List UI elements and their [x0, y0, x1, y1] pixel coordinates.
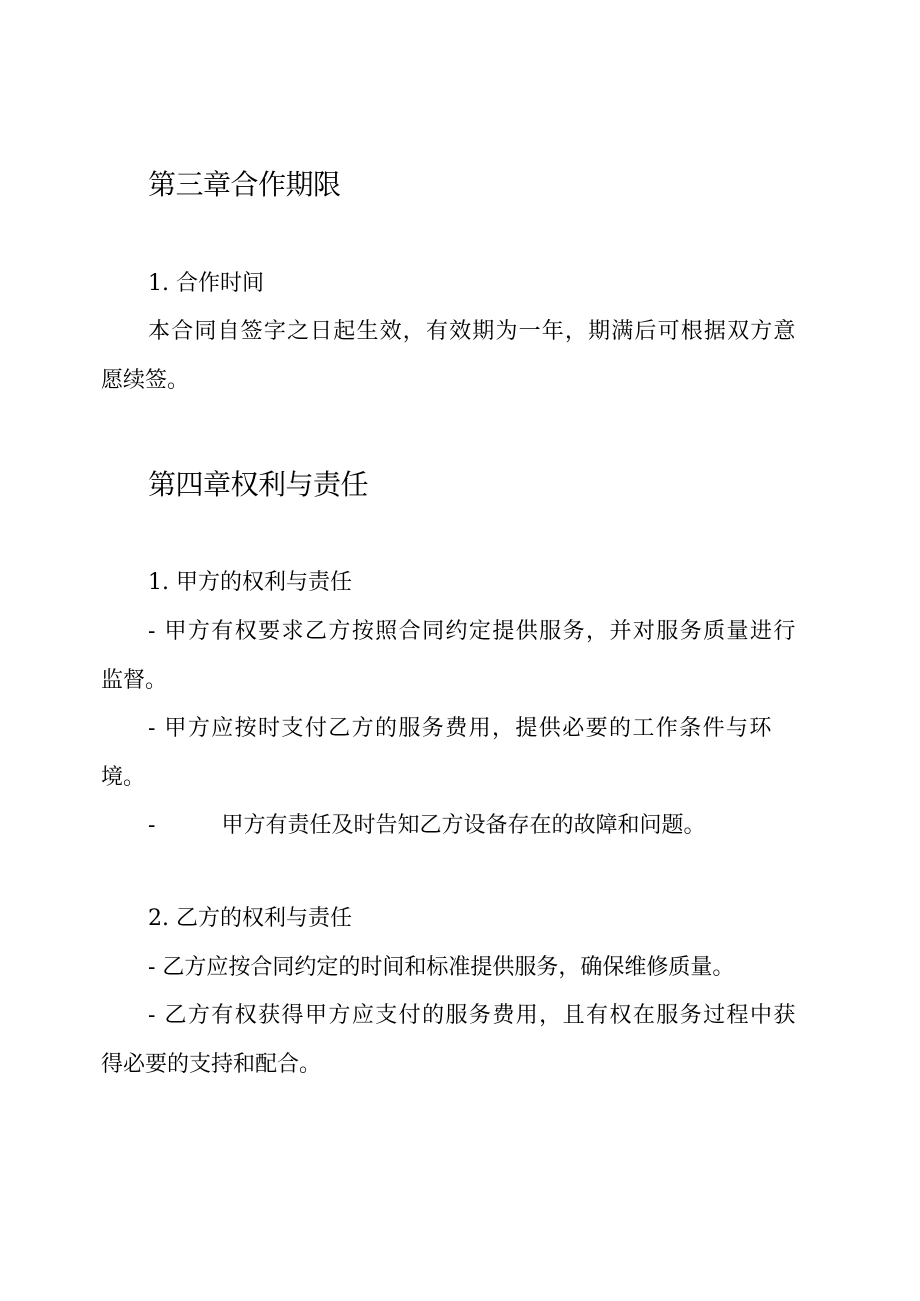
party-a-item-3-dash: - — [148, 813, 156, 838]
party-b-item-2-line-2: 得必要的支持和配合。 — [101, 1052, 322, 1077]
chapter-3-section-1-heading: 1. 合作时间 — [148, 271, 264, 296]
party-a-item-3 — [148, 811, 705, 841]
party-a-item-3-text: 甲方有责任及时告知乙方设备存在的故障和问题。 — [221, 813, 706, 838]
chapter-3-title: 第三章合作期限 — [148, 168, 341, 201]
party-a-item-1-line-2: 监督。 — [101, 668, 168, 693]
party-a-item-1-line-1: - 甲方有权要求乙方按照合同约定提供服务，并对服务质量进行 — [148, 619, 796, 644]
chapter-4-title: 第四章权利与责任 — [148, 468, 369, 501]
party-b-item-2-line-1: - 乙方有权获得甲方应支付的服务费用，且有权在服务过程中获 — [148, 1003, 796, 1028]
party-b-heading: 2. 乙方的权利与责任 — [148, 906, 352, 931]
party-b-item-1: - 乙方应按合同约定的时间和标准提供服务，确保维修质量。 — [148, 955, 735, 980]
party-a-item-2-line-2: 境。 — [101, 765, 146, 790]
chapter-3-paragraph-line-2: 愿续签。 — [101, 368, 190, 393]
party-a-heading: 1. 甲方的权利与责任 — [148, 570, 352, 595]
party-a-item-2-line-1: - 甲方应按时支付乙方的服务费用，提供必要的工作条件与环 — [148, 716, 772, 741]
chapter-3-paragraph-line-1: 本合同自签字之日起生效，有效期为一年，期满后可根据双方意 — [148, 319, 796, 344]
